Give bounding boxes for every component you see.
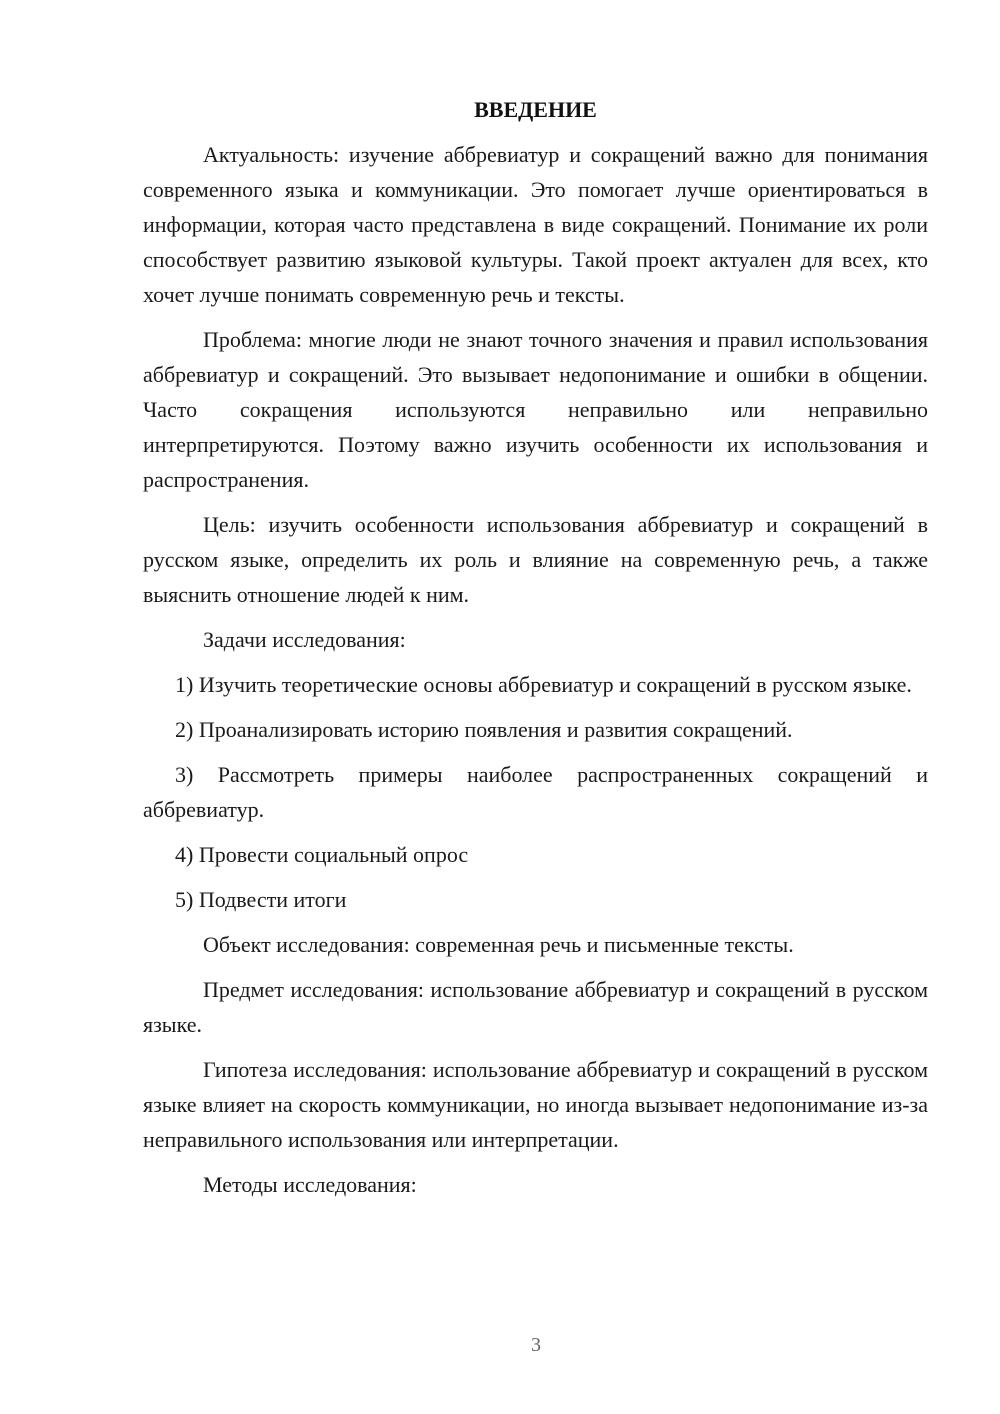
task-item: 2) Проанализировать историю появления и развития сокращений. <box>175 717 793 742</box>
document-page <box>143 92 928 1202</box>
subject-paragraph: Предмет исследования: использование аббревиатур и сокращений в русском языке. <box>143 977 928 1037</box>
task-item: 3) Рассмотреть примеры наиболее распространенных сокращений и аббревиатур. <box>143 762 928 822</box>
task-item: 1) Изучить теоретические основы аббревиатур и сокращений в русском языке. <box>175 672 912 697</box>
goal-paragraph: Цель: изучить особенности использования аббревиатур и сокращений в русском языке, определить их роль и влияние на современную речь, а также выяснить отношение людей к ним. <box>143 512 928 607</box>
task-item: 5) Подвести итоги <box>175 887 347 912</box>
hypothesis-paragraph: Гипотеза исследования: использование аббревиатур и сокращений в русском языке влияет на скорость коммуникации, но иногда вызывает недопонимание из-за неправильного использования или интерпретации. <box>143 1057 928 1152</box>
problem-paragraph: Проблема: многие люди не знают точного значения и правил использования аббревиатур и сокращений. Это вызывает недопонимание и ошибки в общении. Часто сокращения используются неправильно или неправильно интерпретируются. Поэтому важно изучить особенности их использования и распространения. <box>143 327 928 492</box>
section-title: ВВЕДЕНИЕ <box>474 97 597 122</box>
task-item: 4) Провести социальный опрос <box>175 842 469 867</box>
object-paragraph: Объект исследования: современная речь и письменные тексты. <box>203 932 794 957</box>
methods-heading: Методы исследования: <box>203 1172 417 1197</box>
relevance-paragraph: Актуальность: изучение аббревиатур и сокращений важно для понимания современного языка и коммуникации. Это помогает лучше ориентироваться в информации, которая часто представлена в виде сокращений. Понимание их роли способствует развитию языковой культуры. Такой проект актуален для всех, кто хочет лучше понимать современную речь и тексты. <box>143 142 928 307</box>
page-number: 3 <box>531 1334 541 1356</box>
tasks-heading: Задачи исследования: <box>203 627 406 652</box>
